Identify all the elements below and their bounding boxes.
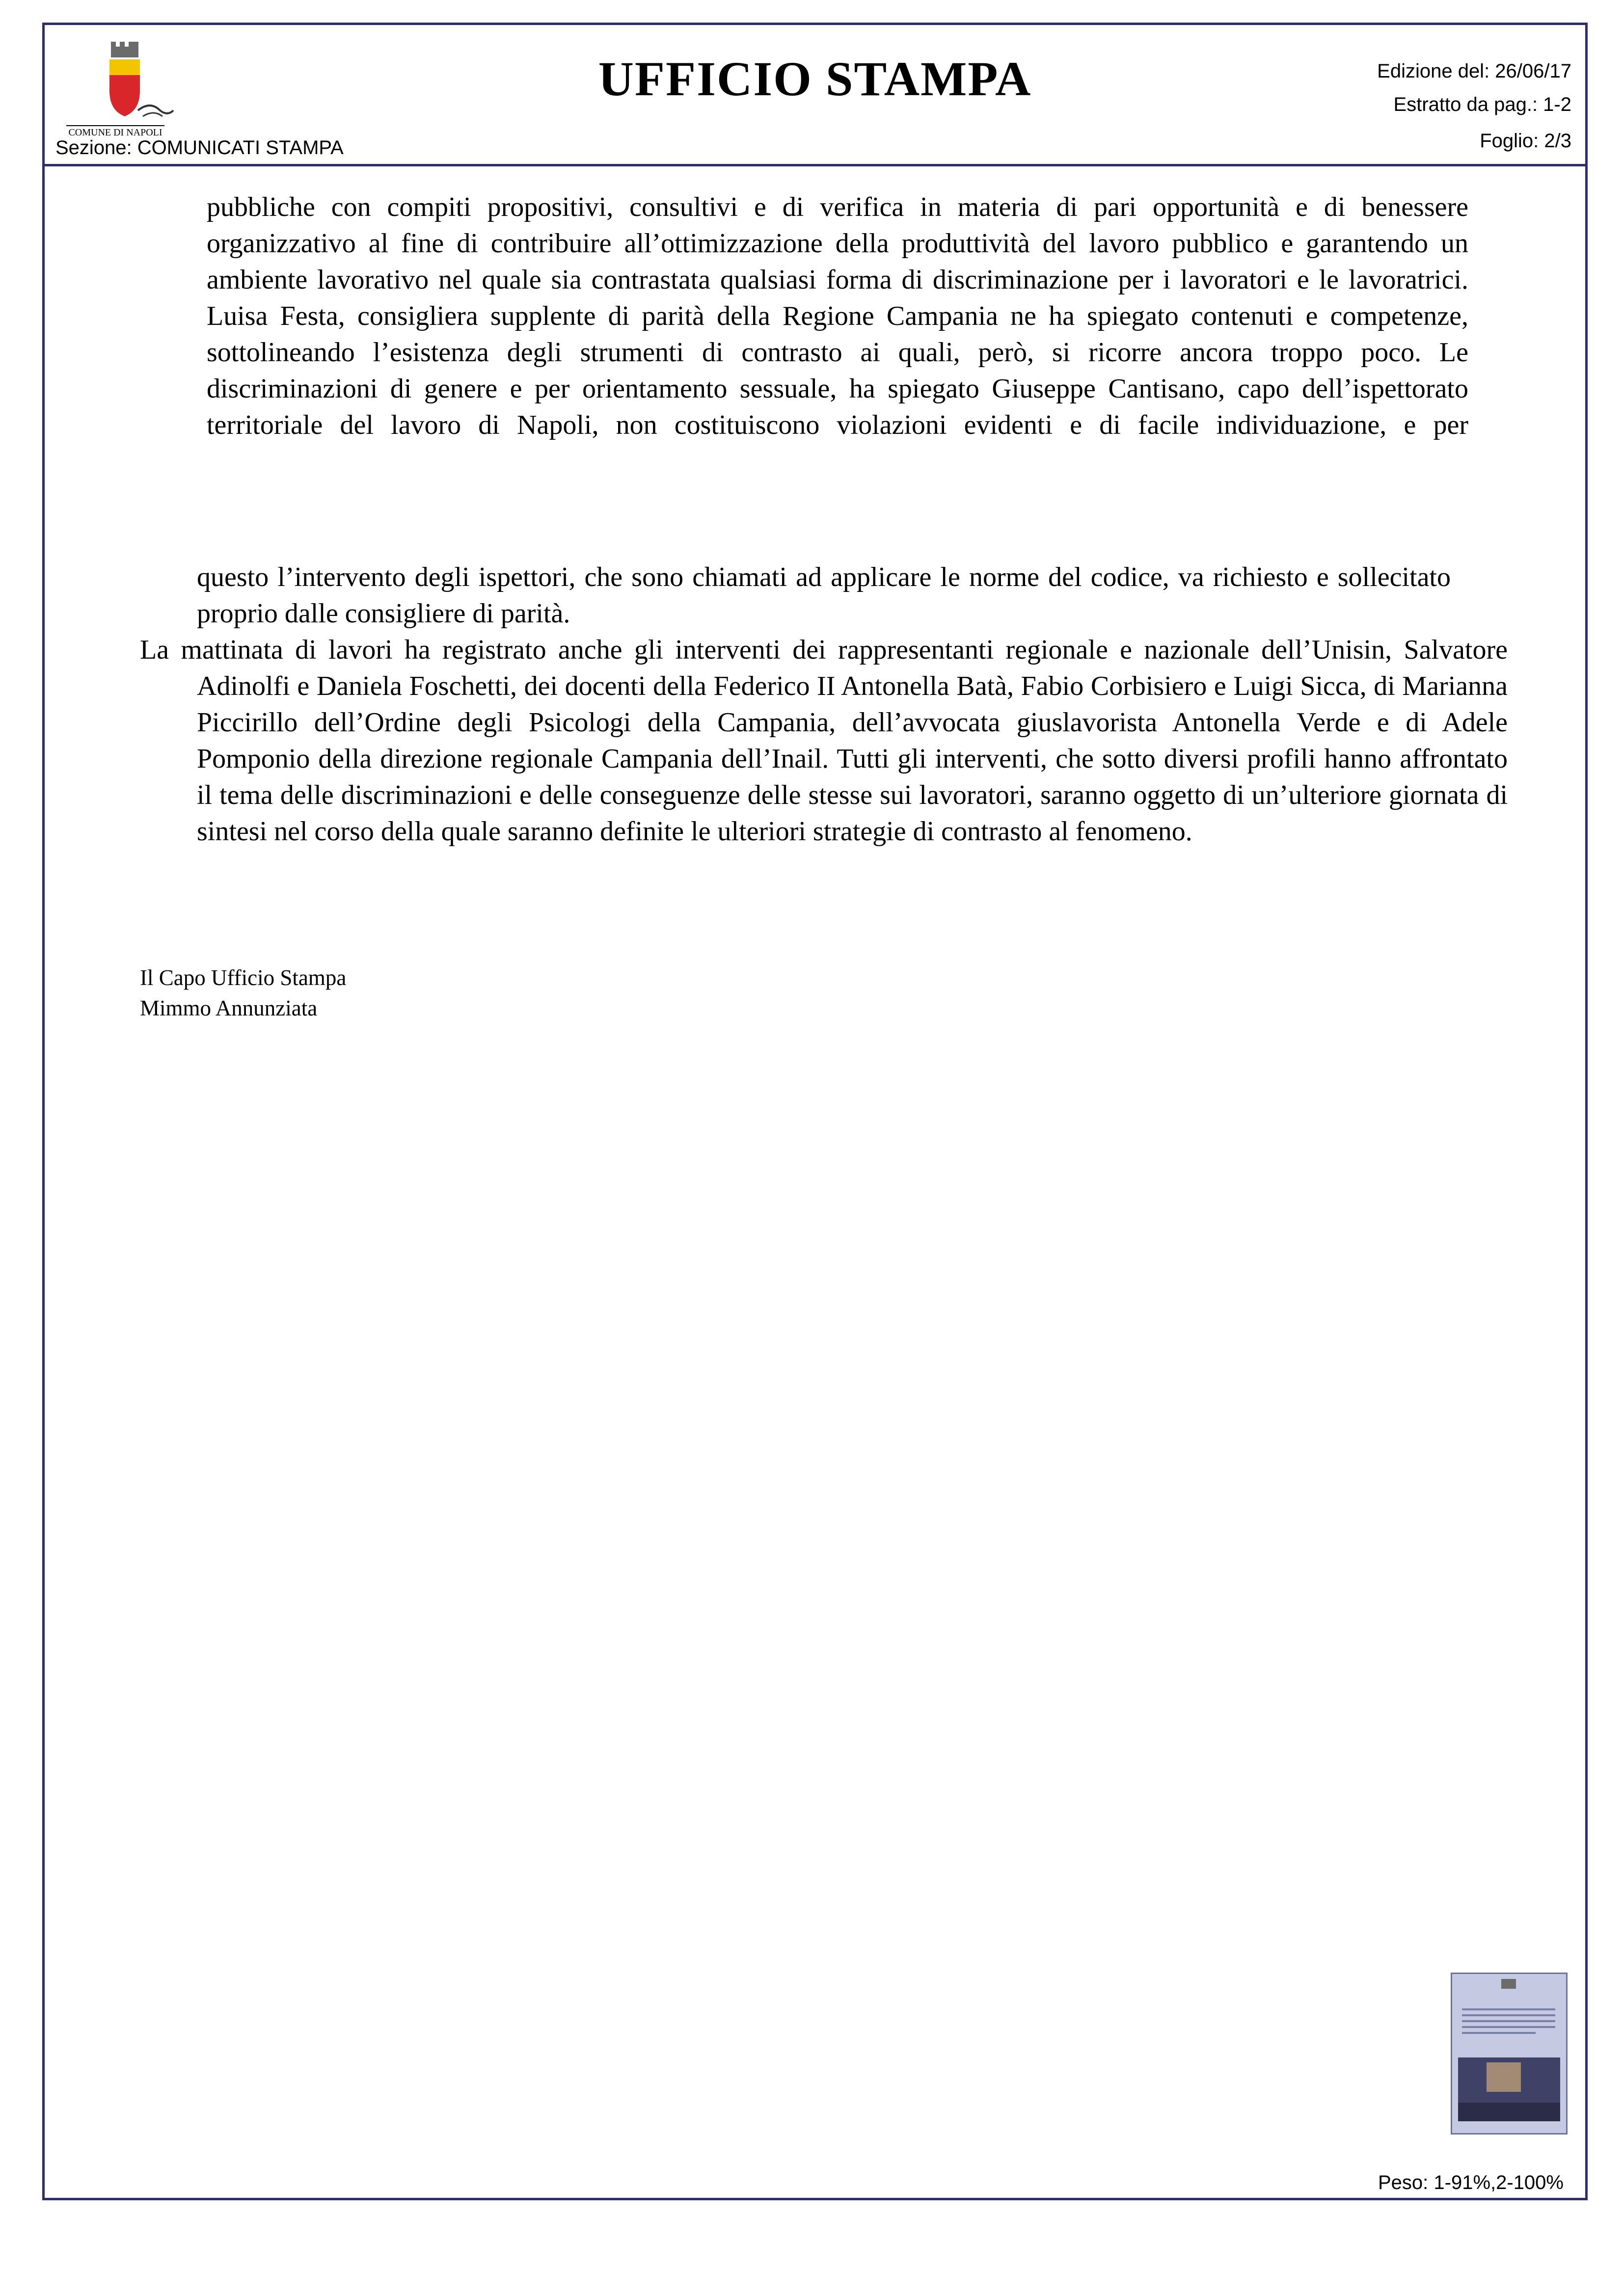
body-paragraph-2: questo l’intervento degli ispettori, che sono chiamati ad applicare le norme del codice, va richiesto e sollecitato proprio dalle consigliere di parità. <box>197 562 1451 629</box>
body-paragraph-1: pubbliche con compiti propositivi, consultivi e di verifica in materia di pari opportunità e di benessere organizzativo al fine di contribuire all’ottimizzazione della produttività del lavoro pubblico e garantendo un ambiente lavorativo nel quale sia contrastata qualsiasi forma di discriminazione per i lavoratori e le lavoratrici. Luisa Festa, consigliera supplente di parità della Regione Campania ne ha spiegato contenuti e competenze, sottolineando l’esistenza degli strumenti di contrasto ai quali, però, si ricorre ancora troppo poco. Le discriminazioni di genere e per orientamento sessuale, ha spiegato Giuseppe Cantisano, capo dell’ispettorato territoriale del lavoro di Napoli, non costituiscono violazioni evidenti e di facile individuazione, e per <box>207 192 1468 440</box>
header <box>45 25 1585 166</box>
page-thumbnail <box>1451 1973 1568 2135</box>
signature-role: Il Capo Ufficio Stampa <box>140 965 347 990</box>
body-paragraph-3-text: La mattinata di lavori ha registrato anche gli interventi dei rappresentanti regionale e nazionale dell’Unisin, Salvatore Adinolfi e Daniela Foschetti, dei docenti della Federico II Antonella Batà, Fabio Corbisiero e Luigi Sicca, di Marianna Piccirillo dell’Ordine degli Psicologi della Campania, dell’avvocata giuslavorista Antonella Verde e di Adele Pomponio della direzione regionale Campania dell’Inail. Tutti gli interventi, che sotto diversi profili hanno affrontato il tema delle discriminazioni e delle conseguenze delle stesse sui lavoratori, saranno oggetto di un’ulteriore giornata di sintesi nel corso della quale saranno definite le ulteriori strategie di contrasto al fenomeno. <box>140 635 1508 847</box>
body-paragraph-3 <box>140 632 1508 850</box>
extract-pages: Estratto da pag.: 1-2 <box>1393 94 1571 115</box>
page-thumbnail-icon <box>1452 1974 1566 2133</box>
sheet-number: Foglio: 2/3 <box>1480 130 1571 152</box>
page-frame <box>42 23 1588 2200</box>
section-label: Sezione: COMUNICATI STAMPA <box>55 137 344 159</box>
logo-caption: COMUNE DI NAPOLI <box>66 125 164 138</box>
weight-label: Peso: 1-91%,2-100% <box>1378 2172 1564 2193</box>
page-title: UFFICIO STAMPA <box>598 52 1032 106</box>
edition-date: Edizione del: 26/06/17 <box>1377 60 1571 82</box>
signature-name: Mimmo Annunziata <box>140 996 318 1020</box>
